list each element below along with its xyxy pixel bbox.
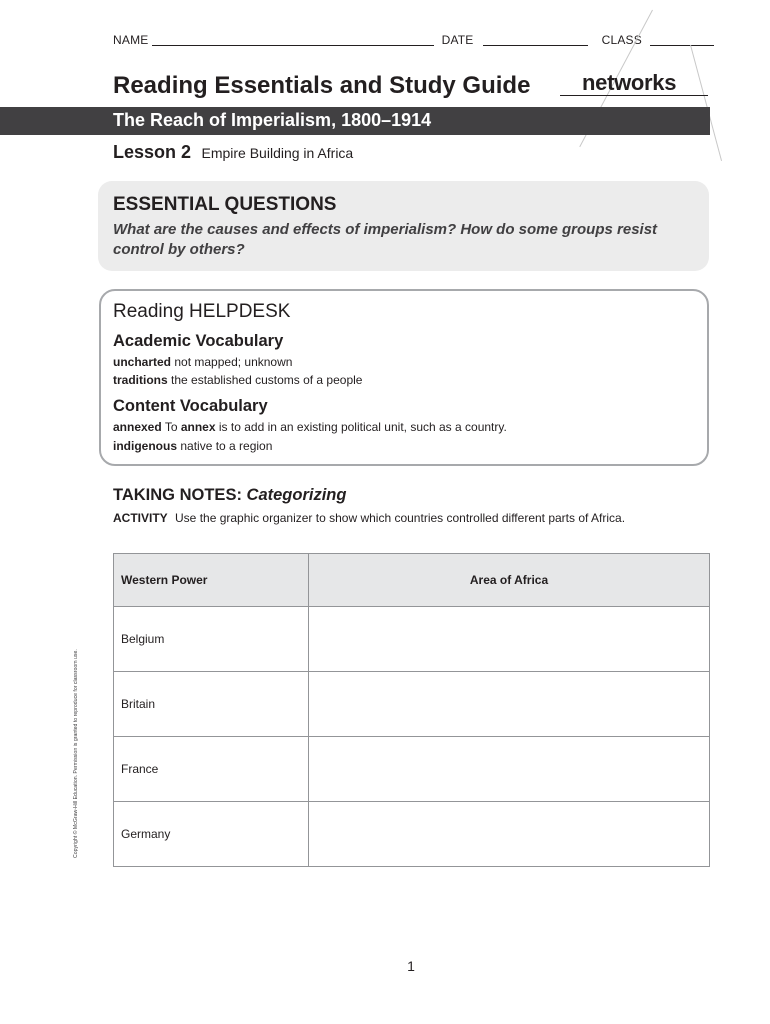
vocab-item xyxy=(113,420,507,434)
vocab-term: annexed xyxy=(113,420,162,434)
vocab-definition: not mapped; unknown xyxy=(174,355,293,369)
essential-questions-heading: ESSENTIAL QUESTIONS xyxy=(113,194,337,215)
helpdesk-title: Reading HELPDESK xyxy=(113,301,291,322)
vocab-definition-pre: To xyxy=(164,420,178,434)
class-field[interactable] xyxy=(650,35,714,46)
lesson-heading xyxy=(113,142,353,163)
column-header: Area of Africa xyxy=(309,554,710,607)
name-label: NAME xyxy=(113,33,149,47)
copyright-notice xyxy=(73,566,85,858)
essential-questions-text: What are the causes and effects of imperialism? How do some groups resist control by others? xyxy=(113,221,658,258)
vocab-item xyxy=(113,373,362,387)
copyright-text: Copyright © McGraw-Hill Education. Permission is granted to reproduce for classroom use. xyxy=(73,649,79,858)
class-label: CLASS xyxy=(601,33,642,47)
table-row xyxy=(114,607,710,672)
table-row xyxy=(114,802,710,867)
vocab-definition-post: is to add in an existing political unit, such as a country. xyxy=(218,420,507,434)
graphic-organizer-table xyxy=(113,553,710,867)
student-info-line xyxy=(113,33,714,47)
table-header-row xyxy=(114,554,710,607)
table-row xyxy=(114,737,710,802)
taking-notes-label: TAKING NOTES: xyxy=(113,486,242,504)
vocab-definition: the established customs of a people xyxy=(171,373,363,387)
column-header: Western Power xyxy=(114,554,309,607)
brand-underline xyxy=(560,95,708,96)
taking-notes-heading xyxy=(113,486,346,505)
vocab-definition: native to a region xyxy=(180,439,273,453)
western-power-cell: Belgium xyxy=(114,607,309,672)
vocab-definition-bold: annex xyxy=(180,420,216,434)
area-answer-cell[interactable] xyxy=(309,737,710,802)
western-power-cell: Britain xyxy=(114,672,309,737)
unit-title: The Reach of Imperialism, 1800–1914 xyxy=(113,110,432,130)
guide-title: Reading Essentials and Study Guide xyxy=(113,72,531,99)
vocab-term: uncharted xyxy=(113,355,172,369)
activity-instructions xyxy=(113,511,625,525)
name-field[interactable] xyxy=(152,35,434,46)
area-answer-cell[interactable] xyxy=(309,607,710,672)
activity-label: ACTIVITY xyxy=(113,511,168,525)
academic-vocabulary-heading: Academic Vocabulary xyxy=(113,332,284,350)
western-power-cell: France xyxy=(114,737,309,802)
taking-notes-skill: Categorizing xyxy=(246,486,347,504)
area-answer-cell[interactable] xyxy=(309,802,710,867)
vocab-term: indigenous xyxy=(113,439,177,453)
date-field[interactable] xyxy=(483,35,588,46)
table-row xyxy=(114,672,710,737)
vocab-item xyxy=(113,355,292,369)
date-label: DATE xyxy=(441,33,474,47)
vocab-item xyxy=(113,439,272,453)
western-power-cell: Germany xyxy=(114,802,309,867)
area-answer-cell[interactable] xyxy=(309,672,710,737)
lesson-number: Lesson 2 xyxy=(113,142,192,162)
decorative-line xyxy=(690,45,722,161)
lesson-topic: Empire Building in Africa xyxy=(201,145,354,161)
page-number: 1 xyxy=(407,958,415,974)
activity-text: Use the graphic organizer to show which countries controlled different parts of Africa. xyxy=(175,511,626,525)
brand-logo: networks xyxy=(582,70,677,95)
content-vocabulary-heading: Content Vocabulary xyxy=(113,397,268,415)
vocab-term: traditions xyxy=(113,373,168,387)
